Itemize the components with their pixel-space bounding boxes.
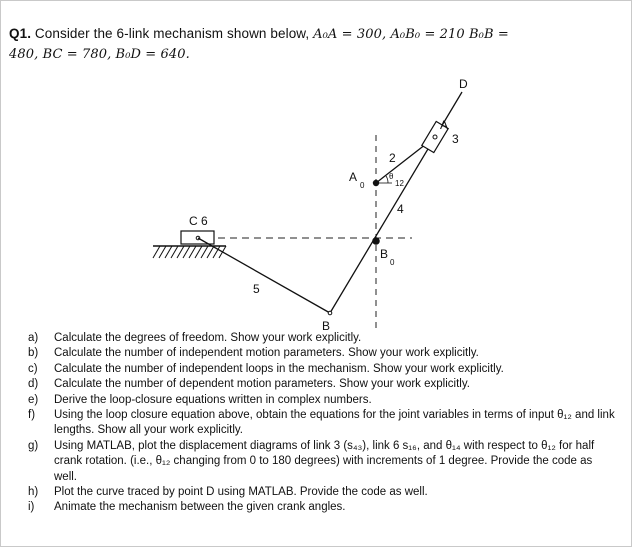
- label-d: D: [459, 77, 468, 91]
- task-text: Calculate the number of dependent motion parameters. Show your work explicitly.: [54, 378, 470, 391]
- task-text: Derive the loop-closure equations written in complex numbers.: [54, 393, 372, 406]
- task-marker: a): [28, 332, 39, 344]
- task-marker: i): [28, 501, 35, 514]
- task-marker: f): [28, 409, 36, 422]
- task-text: Calculate the number of independent motion parameters. Show your work explicitly.: [54, 347, 479, 360]
- task-list: [28, 331, 618, 516]
- label-theta: θ: [389, 172, 394, 181]
- task-text: Using MATLAB, plot the displacement diagrams of link 3 (s₄₃), link 6 s₁₆, and θ₁₄ with respect to θ₁₂ for half crank rotation. (i.e., θ₁₂ changing from 0 to 180 degrees) with increments of 1 degree. Provide the code as well.: [54, 439, 595, 483]
- task-marker: d): [28, 378, 39, 391]
- label-theta-subscript: 12: [395, 179, 404, 188]
- task-marker: h): [28, 486, 39, 499]
- task-marker: g): [28, 439, 39, 452]
- label-link-5: 5: [253, 282, 260, 296]
- task-item: [28, 331, 618, 346]
- label-b0: B: [380, 247, 389, 261]
- task-item: [28, 393, 618, 408]
- task-text: Animate the mechanism between the given crank angles.: [54, 501, 346, 514]
- label-link-3: 3: [452, 132, 459, 146]
- task-item: [28, 439, 618, 485]
- joint-a: [433, 135, 437, 139]
- task-item: [28, 346, 618, 361]
- label-a0: A: [349, 170, 358, 184]
- given-dimensions-line-1: A₀A = 300, A₀B₀ = 210 B₀B =: [313, 27, 509, 42]
- label-a0-subscript: 0: [360, 181, 365, 190]
- task-marker: b): [28, 347, 39, 360]
- label-b: B: [322, 319, 331, 333]
- question-number: Q1.: [9, 26, 32, 41]
- label-c6: C 6: [189, 214, 208, 228]
- task-item: [28, 377, 618, 392]
- task-item: [28, 485, 618, 500]
- task-text: Using the loop closure equation above, obtain the equations for the joint variables in terms of input θ₁₂ and link lengths. Show all your work explicitly.: [54, 409, 615, 437]
- task-marker: e): [28, 393, 39, 406]
- task-item: [28, 500, 618, 515]
- task-marker: c): [28, 362, 38, 375]
- link-5: [198, 238, 330, 313]
- label-b0-subscript: 0: [390, 258, 395, 267]
- question-intro: Consider the 6-link mechanism shown below,: [34, 26, 310, 41]
- label-link-4: 4: [397, 202, 404, 216]
- task-text: Calculate the number of independent loops in the mechanism. Show your work explicitly.: [54, 362, 504, 375]
- label-link-2: 2: [389, 151, 396, 165]
- joint-b: [328, 311, 332, 315]
- task-text: Calculate the degrees of freedom. Show your work explicitly.: [54, 332, 362, 344]
- pivot-b0: [372, 237, 380, 245]
- task-item: [28, 362, 618, 377]
- theta-arc: [386, 176, 388, 183]
- label-a: A: [440, 118, 449, 132]
- task-text: Plot the curve traced by point D using MATLAB. Provide the code as well.: [54, 486, 428, 499]
- given-dimensions-line-2: 480, BC = 780, B₀D = 640.: [9, 47, 190, 62]
- pivot-a0: [373, 180, 379, 186]
- task-item: [28, 408, 618, 439]
